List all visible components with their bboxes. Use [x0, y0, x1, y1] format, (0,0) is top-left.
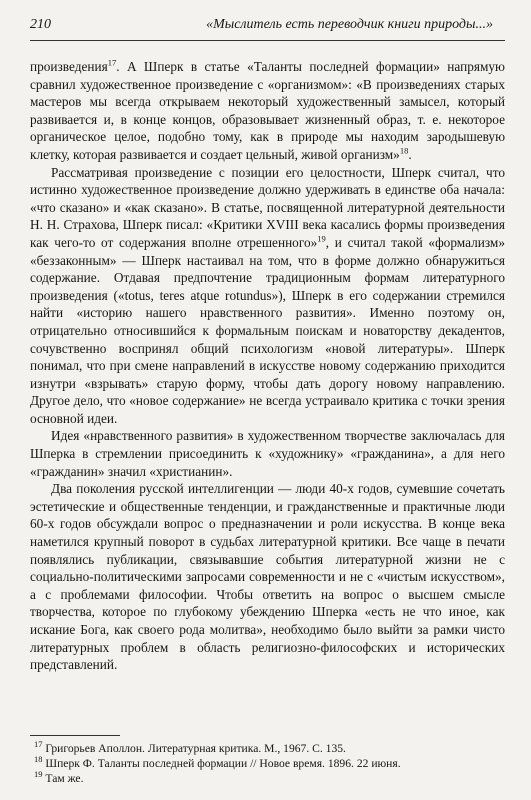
paragraph: [30, 480, 505, 674]
footnote-number: 18: [34, 754, 43, 765]
paragraph-text: Рассматривая произведение с позиции его целостности, Шперк считал, что истинно художественное произведение должно удерживать в единстве оба начала: «что сказано» и «как сказано». В статье, посвященной литературной деятельности Н. Н. Страхова, Шперк писал: «Критики XVIII века касались формы произведения как чего-то от содержания вполне отрешенного»: [30, 164, 505, 250]
running-header: [30, 14, 505, 41]
main-text: [30, 58, 505, 674]
paragraph-text: произведения: [30, 59, 108, 74]
footnote: [30, 756, 505, 771]
footnote-ref: 18: [399, 145, 409, 156]
page-number: 210: [30, 17, 51, 32]
paragraph-text: . А Шперк в статье «Таланты последней формации» напрямую сравнил художественное произведение с «организмом»: «В произведениях старых мастеров мы всегда открываем некоторый художественный замысел, который развивается и, в конце концов, образовывает жизненный образ, т. е. некоторое органическое целое, подобно тому, как в природе мы находим зародышевую клетку, которая развивается и создает цельный, живой организм»: [30, 59, 505, 162]
footnote-text: Там же.: [42, 772, 84, 786]
footnote-ref: 17: [107, 57, 117, 68]
footnote-number: 19: [34, 769, 43, 780]
footnote-number: 17: [34, 739, 43, 750]
paragraph: [30, 58, 505, 164]
paragraph: [30, 164, 505, 428]
running-title: «Мыслитель есть переводчик книги природы...»: [206, 17, 493, 32]
paragraph-text: Два поколения русской интеллигенции — люди 40-х годов, сумевшие сочетать эстетические и общественные тенденции, и гражданственные и практичные люди 60-х годов обсуждали вопрос о предназначении и роли искусства. В конце века наметился крупный поворот в судьбах литературной критики. Все чаще в печати появлялись публикации, связывавшие события литературной жизни не с социально-политическими запросами современности и не с «чистым искусством», а с проблемами философии. Чтобы ответить на вопрос о высшем смысле творчества, которое по глубокому убеждению Шперка «есть не что иное, как искание Бога, как своего рода молитва», необходимо было выйти за рамки чисто литературных проблем в область религиозно-философских и исторических представлений.: [30, 481, 505, 673]
paragraph-text: Идея «нравственного развития» в художественном творчестве заключалась для Шперка в стремлении присоединить к «художнику» «гражданина», а для него «гражданин» значил «христианин».: [30, 428, 505, 479]
footnote-list: [30, 741, 505, 787]
footnote-rule: [30, 735, 120, 736]
paragraph-text: , и считал такой «формализм» «беззаконным» — Шперк настаивал на том, что в форме должно обнаружиться содержание. Отдавая предпочтение традиционным формам литературного произведения («totus, teres atque rotundus»), Шперк в его содержании стремился найти «историю нашего нравственного развития». Именно поэтому он, отрицательно относившийся к формальным поискам и новаторству декадентов, сочувственно воспринял общий психологизм «новой литературы». Шперк понимал, что при смене направлений в искусстве новому содержанию приходится изнутри «взрывать» старую форму, чтобы дать дорогу новому направлению. Другое дело, что «новое содержание» не всегда устраивало критика с точки зрения основной идеи.: [30, 234, 505, 426]
footnote-ref: 19: [317, 233, 326, 244]
footnote: [30, 741, 505, 756]
footnotes: [30, 735, 505, 787]
footnote-text: Григорьев Аполлон. Литературная критика. М., 1967. С. 135.: [42, 742, 346, 755]
footnote: [30, 771, 505, 786]
paragraph: [30, 427, 505, 480]
footnote-text: Шперк Ф. Таланты последней формации // Новое время. 1896. 22 июня.: [42, 757, 401, 771]
paragraph-text: .: [408, 146, 412, 162]
